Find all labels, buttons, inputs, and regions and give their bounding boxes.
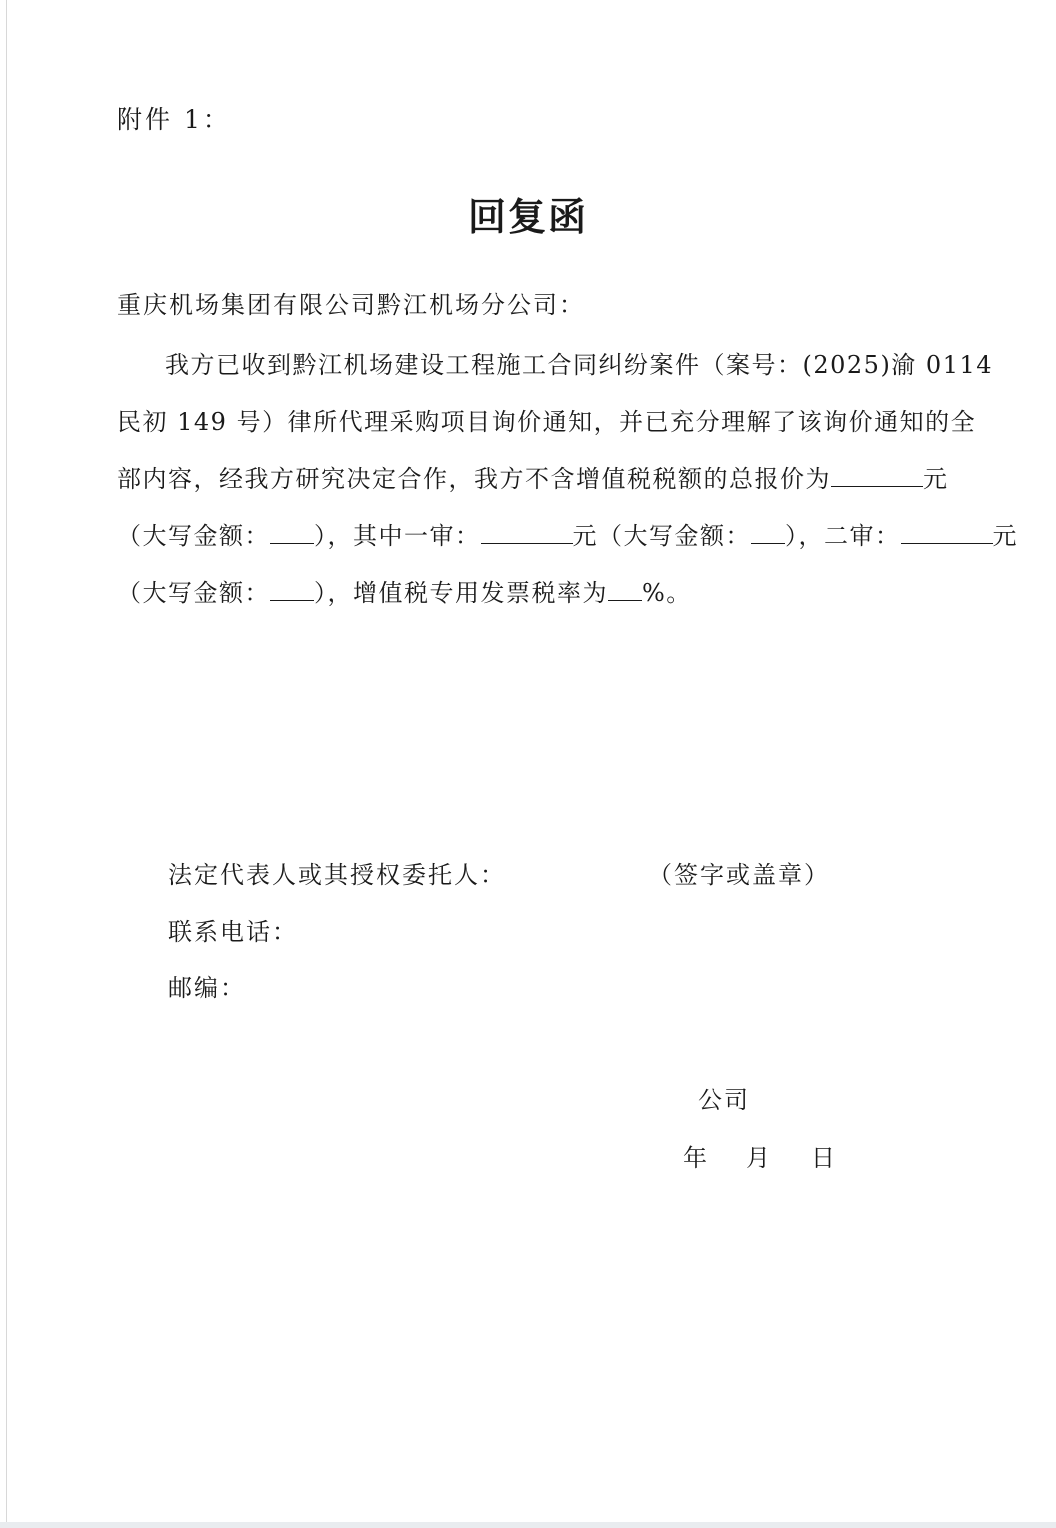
date-month: 月 <box>746 1144 772 1172</box>
body-line-3 <box>117 459 947 494</box>
first-instance-words-label: 元（大写金额： <box>572 522 751 550</box>
second-instance-unit: 元 <box>992 522 1018 550</box>
total-price-unit: 元 <box>923 465 949 493</box>
first-instance-blank[interactable] <box>481 523 573 544</box>
tax-rate-label: ），增值税专用发票税率为 <box>314 579 608 607</box>
sign-or-seal-note: （签字或盖章） <box>648 861 830 889</box>
company-label: 公司 <box>698 1086 750 1114</box>
second-instance-blank[interactable] <box>901 523 993 544</box>
body-line-1: 我方已收到黔江机场建设工程施工合同纠纷案件（案号：(2025)渝 0114 <box>165 351 994 379</box>
second-words-blank[interactable] <box>270 580 314 601</box>
attachment-label: 附件 1： <box>117 105 231 134</box>
body-line-2: 民初 149 号）律所代理采购项目询价通知，并已充分理解了该询价通知的全 <box>117 408 977 436</box>
first-instance-words-blank[interactable] <box>751 523 785 544</box>
body-line-5 <box>117 573 947 608</box>
tax-rate-unit: %。 <box>642 579 692 607</box>
postcode-label: 邮编： <box>168 974 246 1002</box>
date-year: 年 <box>683 1144 709 1172</box>
scan-edge-bottom <box>0 1522 1056 1528</box>
body-line-4 <box>117 516 1018 551</box>
phone-label: 联系电话： <box>168 918 298 946</box>
addressee: 重庆机场集团有限公司黔江机场分公司： <box>117 291 585 319</box>
first-instance-label: ），其中一审： <box>314 522 481 550</box>
representative-label: 法定代表人或其授权委托人： <box>168 861 506 889</box>
total-words-blank[interactable] <box>270 523 314 544</box>
date-day: 日 <box>811 1144 837 1172</box>
body-line-3-text: 部内容，经我方研究决定合作，我方不含增值税税额的总报价为 <box>117 465 831 493</box>
second-words-label: （大写金额： <box>117 579 270 607</box>
total-price-blank[interactable] <box>831 466 923 487</box>
second-instance-label: ），二审： <box>785 522 901 550</box>
tax-rate-blank[interactable] <box>608 580 642 601</box>
amount-words-label: （大写金额： <box>117 522 270 550</box>
document-title: 回复函 <box>467 194 588 239</box>
